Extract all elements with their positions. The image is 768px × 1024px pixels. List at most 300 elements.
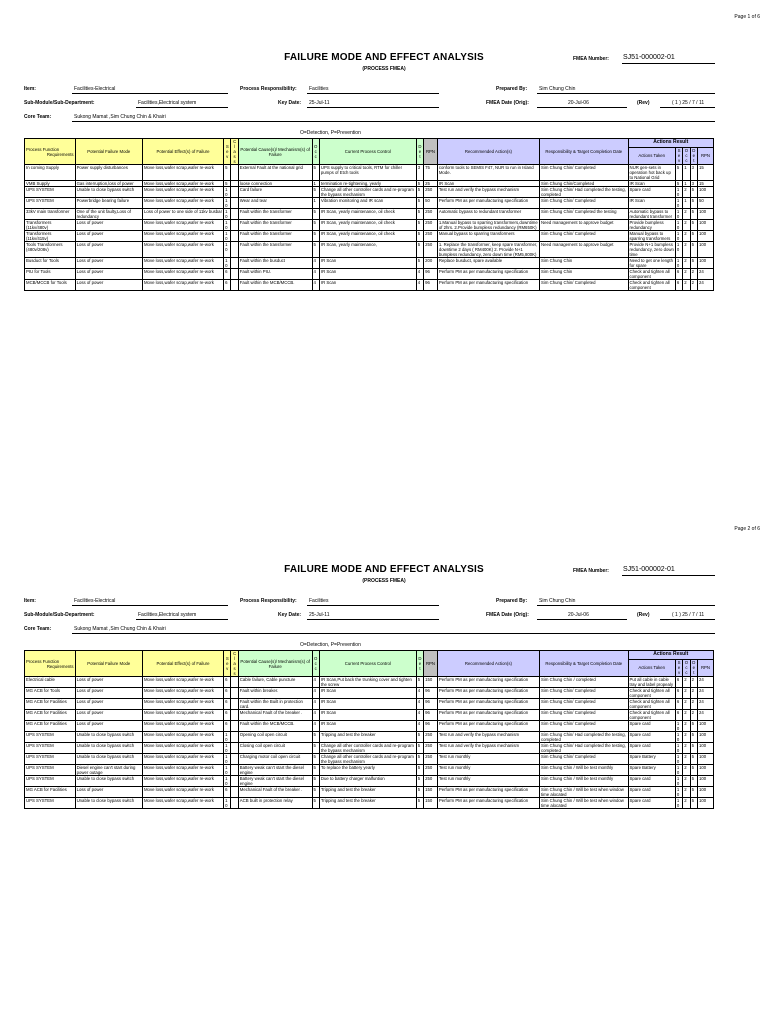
cell-recommended-action: Test run monthly bbox=[437, 776, 539, 787]
col-responsibility: Responsibility & Target Completion Date bbox=[540, 651, 628, 677]
cell-class bbox=[231, 220, 238, 231]
cell-cause: Fault within the MCB/MCCB. bbox=[238, 721, 312, 732]
cell-process-function: MG ACB for Facilities bbox=[25, 787, 76, 798]
cell-current-control: To replace the battery yearly bbox=[319, 765, 416, 776]
rev-value: ( 1 ) 25 / 7 / 11 bbox=[672, 612, 705, 618]
cell-responsibility: Sim Chung Chin/ Had completed the testing, completed bbox=[540, 743, 628, 754]
cell-rpn: 250 bbox=[424, 732, 438, 743]
cell-recommended-action: Perform PM as per manufacturing specification bbox=[437, 699, 539, 710]
cell-res-sev: 10 bbox=[675, 242, 682, 258]
cell-det: 5 bbox=[416, 732, 423, 743]
key-date-label: Key Date: bbox=[278, 100, 302, 106]
cell-cause: External Fault at the national grid bbox=[238, 165, 312, 181]
cell-rpn: 50 bbox=[424, 198, 438, 209]
cell-actions-taken: IR Scan bbox=[628, 198, 675, 209]
cell-det: 5 bbox=[416, 209, 423, 220]
cell-occ: 4 bbox=[312, 688, 319, 699]
cell-res-sev: 10 bbox=[675, 787, 682, 798]
cell-res-sev: 10 bbox=[675, 220, 682, 231]
cell-res-occ: 2 bbox=[683, 765, 690, 776]
cell-res-rpn: 100 bbox=[697, 776, 713, 787]
cell-rpn: 250 bbox=[424, 220, 438, 231]
cell-occ: 5 bbox=[312, 220, 319, 231]
cell-res-rpn: 100 bbox=[697, 242, 713, 258]
cell-sev: 10 bbox=[224, 776, 231, 787]
cell-res-sev: 10 bbox=[675, 721, 682, 732]
cell-res-det: 5 bbox=[690, 220, 697, 231]
cell-det: 4 bbox=[416, 688, 423, 699]
cell-actions-taken: Provide bumpless redundancy bbox=[628, 220, 675, 231]
cell-det: 4 bbox=[416, 710, 423, 721]
cell-res-rpn: 15 bbox=[697, 165, 713, 181]
cell-effects: Move loss,wafer scrap,wafer re-work bbox=[142, 798, 223, 809]
cell-process-function: UPS SYSTEM bbox=[25, 765, 76, 776]
cell-responsibility: Need management to approve budget bbox=[540, 242, 628, 258]
cell-process-function: MG ACB for Facilities bbox=[25, 710, 76, 721]
cell-res-rpn: 100 bbox=[697, 220, 713, 231]
cell-res-occ: 2 bbox=[683, 231, 690, 242]
cell-sev: 10 bbox=[224, 231, 231, 242]
cell-class bbox=[231, 165, 238, 181]
fmea-page bbox=[0, 512, 768, 1024]
cell-occ: 5 bbox=[312, 776, 319, 787]
cell-sev: 6 bbox=[224, 677, 231, 688]
cell-actions-taken: NUR gen-sets in operation hot back up to National Grid bbox=[628, 165, 675, 181]
cell-res-occ: 2 bbox=[683, 258, 690, 269]
cell-cause: Fault within the MCB/MCCB. bbox=[238, 280, 312, 291]
cell-res-det: 5 bbox=[690, 198, 697, 209]
table-row bbox=[25, 787, 714, 798]
cell-cause: Fault within the transformer bbox=[238, 242, 312, 258]
cell-res-occ: 2 bbox=[683, 699, 690, 710]
cell-effects: Move loss,wafer scrap,wafer re-work bbox=[142, 732, 223, 743]
cell-process-function: Busduct for Tools bbox=[25, 258, 76, 269]
cell-responsibility: Sim Chung Chin/ Completed bbox=[540, 231, 628, 242]
cell-res-sev: 10 bbox=[675, 198, 682, 209]
cell-occ: 5 bbox=[312, 209, 319, 220]
cell-actions-taken: Check and tighten all component bbox=[628, 280, 675, 291]
cell-res-rpn: 24 bbox=[697, 688, 713, 699]
cell-sev: 6 bbox=[224, 721, 231, 732]
cell-current-control: IR Scan bbox=[319, 721, 416, 732]
cell-recommended-action: 1. Replace the transformer, keep spare transformer, downtime 2 days ( RM400K) 2. Provide N+1 bumpless redundancy, zero down time (RM5,800K) bbox=[437, 242, 539, 258]
cell-res-det: 5 bbox=[690, 776, 697, 787]
table-row bbox=[25, 754, 714, 765]
cell-actions-taken: Spare card bbox=[628, 798, 675, 809]
cell-responsibility: Sim Chung Chin/ Had completed the testing, completed bbox=[540, 732, 628, 743]
cell-responsibility: Sim Chung Chin/ Completed bbox=[540, 165, 628, 181]
process-responsibility-label: Process Responsibility: bbox=[240, 86, 297, 92]
cell-responsibility: Sim Chung Chin / Will be test monthly bbox=[540, 765, 628, 776]
cell-failure-mode: Loss of power bbox=[75, 699, 142, 710]
cell-process-function: PIU for Tools bbox=[25, 269, 76, 280]
cell-cause: Fault within PIU. bbox=[238, 269, 312, 280]
fmea-table bbox=[24, 138, 714, 291]
cell-effects: Move loss,wafer scrap,wafer re-work bbox=[142, 181, 223, 187]
cell-recommended-action: Test run and verify the bypass mechanism bbox=[437, 732, 539, 743]
cell-class bbox=[231, 242, 238, 258]
cell-effects: Move loss,wafer scrap,wafer re-work bbox=[142, 231, 223, 242]
table-row bbox=[25, 209, 714, 220]
fmea-date-label: FMEA Date (Orig): bbox=[486, 612, 529, 618]
cell-sev: 5 bbox=[224, 181, 231, 187]
cell-responsibility: Sim Chung Chin/ Completed bbox=[540, 721, 628, 732]
cell-current-control: Tripping and test the breaker bbox=[319, 787, 416, 798]
cell-process-function: MG ACB for Facilities bbox=[25, 699, 76, 710]
fmea-date-value: 20-Jul-06 bbox=[568, 100, 589, 106]
cell-sev: 10 bbox=[224, 765, 231, 776]
col-rpn-result: RPN bbox=[697, 659, 713, 676]
cell-occ: 4 bbox=[312, 721, 319, 732]
cell-current-control: Change all other controller cards and re-program the bypass mechanism bbox=[319, 754, 416, 765]
cell-current-control: Tripping and test the breaker bbox=[319, 798, 416, 809]
cell-actions-taken: IR Scan bbox=[628, 181, 675, 187]
cell-actions-taken: Spare card bbox=[628, 732, 675, 743]
cell-class bbox=[231, 798, 238, 809]
cell-responsibility: Sim Chung Chin / Will be test when window time alocated bbox=[540, 798, 628, 809]
cell-class bbox=[231, 258, 238, 269]
cell-actions-taken: Check and tighten all component bbox=[628, 699, 675, 710]
cell-current-control: IR Scan bbox=[319, 280, 416, 291]
document-title: FAILURE MODE AND EFFECT ANALYSIS bbox=[284, 52, 484, 63]
cell-process-function: MG ACB for Tools bbox=[25, 688, 76, 699]
cell-rpn: 250 bbox=[424, 776, 438, 787]
cell-res-sev: 6 bbox=[675, 677, 682, 688]
cell-process-function: MCB/MCCB for Tools bbox=[25, 280, 76, 291]
cell-res-sev: 10 bbox=[675, 732, 682, 743]
cell-responsibility: Sim Chung Chin bbox=[540, 269, 628, 280]
cell-det: 5 bbox=[416, 798, 423, 809]
cell-occ: 4 bbox=[312, 710, 319, 721]
cell-process-function: UPS SYSTEM bbox=[25, 776, 76, 787]
cell-sev: 6 bbox=[224, 269, 231, 280]
col-control: Current Process Control bbox=[319, 651, 416, 677]
cell-res-occ: 1 bbox=[683, 181, 690, 187]
cell-current-control: Tripping and test the breaker bbox=[319, 732, 416, 743]
cell-det: 5 bbox=[416, 187, 423, 198]
cell-det: 4 bbox=[416, 280, 423, 291]
table-row bbox=[25, 165, 714, 181]
cell-res-occ: 2 bbox=[683, 688, 690, 699]
cell-effects: Move loss,wafer scrap,wafer re-work bbox=[142, 721, 223, 732]
rev-label: (Rev) bbox=[637, 100, 650, 106]
cell-res-rpn: 100 bbox=[697, 743, 713, 754]
cell-effects: Move loss,wafer scrap,wafer re-work bbox=[142, 677, 223, 688]
cell-sev: 10 bbox=[224, 209, 231, 220]
cell-recommended-action: Perform PM as per manufacturing specification bbox=[437, 787, 539, 798]
cell-recommended-action: Perform PM as per manufacturing specification bbox=[437, 721, 539, 732]
cell-process-function: UPS SYSTEM bbox=[25, 732, 76, 743]
cell-failure-mode: Loss of power bbox=[75, 280, 142, 291]
cell-rpn: 250 bbox=[424, 765, 438, 776]
cell-actions-taken: Spare card bbox=[628, 187, 675, 198]
cell-failure-mode: Unable to close bypass switch bbox=[75, 187, 142, 198]
cell-rpn: 250 bbox=[424, 187, 438, 198]
cell-current-control: IR Scan bbox=[319, 269, 416, 280]
cell-failure-mode: Unable to close bypass switch bbox=[75, 754, 142, 765]
col-actions-result: Actions Result bbox=[628, 651, 714, 660]
col-o: O c c bbox=[683, 659, 690, 676]
cell-responsibility: Sim Chung Chin/Completed bbox=[540, 181, 628, 187]
cell-rpn: 250 bbox=[424, 743, 438, 754]
cell-res-det: 5 bbox=[690, 765, 697, 776]
col-o: O c c bbox=[683, 147, 690, 164]
col-s: S e v bbox=[675, 147, 682, 164]
detection-legend: O=Detection, P=Prevention bbox=[300, 642, 361, 648]
cell-occ: 5 bbox=[312, 165, 319, 181]
cell-cause: loose connection bbox=[238, 181, 312, 187]
cell-res-det: 2 bbox=[690, 710, 697, 721]
table-row bbox=[25, 677, 714, 688]
cell-det: 5 bbox=[416, 242, 423, 258]
col-effects: Potential Effect(s) of Failure bbox=[142, 651, 223, 677]
cell-sev: 10 bbox=[224, 220, 231, 231]
cell-res-sev: 6 bbox=[675, 710, 682, 721]
cell-cause: Battery weak can't start the diesel engine bbox=[238, 776, 312, 787]
cell-res-det: 5 bbox=[690, 754, 697, 765]
cell-cause: Fault within the busduct bbox=[238, 258, 312, 269]
cell-res-occ: 2 bbox=[683, 798, 690, 809]
col-occ: O c c bbox=[312, 139, 319, 165]
cell-actions-taken: Spare card bbox=[628, 743, 675, 754]
cell-class bbox=[231, 209, 238, 220]
cell-effects: Move loss,wafer scrap,wafer re-work bbox=[142, 258, 223, 269]
cell-res-sev: 10 bbox=[675, 798, 682, 809]
col-actions-result: Actions Result bbox=[628, 139, 714, 148]
cell-responsibility: Sim Chung Chin / Will be test when window time alocated bbox=[540, 787, 628, 798]
cell-res-rpn: 100 bbox=[697, 187, 713, 198]
cell-occ: 5 bbox=[312, 765, 319, 776]
cell-process-function: Electrical cable bbox=[25, 677, 76, 688]
cell-res-rpn: 24 bbox=[697, 677, 713, 688]
fmea-number-label: FMEA Number: bbox=[573, 568, 609, 574]
cell-res-rpn: 15 bbox=[697, 181, 713, 187]
cell-recommended-action: Perform PM as per manufacturing specification bbox=[437, 280, 539, 291]
cell-cause: Fault within the transformer bbox=[238, 209, 312, 220]
col-class: C l a s s bbox=[231, 651, 238, 677]
prepared-by-label: Prepared By: bbox=[496, 86, 528, 92]
col-control: Current Process Control bbox=[319, 139, 416, 165]
cell-cause: ACB built in protection relay bbox=[238, 798, 312, 809]
cell-res-det: 5 bbox=[690, 187, 697, 198]
cell-det: 5 bbox=[416, 787, 423, 798]
cell-rpn: 75 bbox=[424, 165, 438, 181]
cell-res-rpn: 24 bbox=[697, 280, 713, 291]
cell-class bbox=[231, 280, 238, 291]
cell-responsibility: Sim Chung Chin/ Completed bbox=[540, 754, 628, 765]
cell-process-function: UPS SYSTEM bbox=[25, 198, 76, 209]
cell-effects: Move loss,wafer scrap,wafer re-work bbox=[142, 220, 223, 231]
cell-res-rpn: 100 bbox=[697, 765, 713, 776]
cell-process-function: UPS SYSTEM bbox=[25, 754, 76, 765]
cell-current-control: Change all other controller cards and re-program the bypass mechanism bbox=[319, 187, 416, 198]
fmea-number-label: FMEA Number: bbox=[573, 56, 609, 62]
cell-class bbox=[231, 231, 238, 242]
process-responsibility-value: Facilities bbox=[309, 86, 329, 92]
col-action: Recommended Action(s) bbox=[437, 139, 539, 165]
cell-cause: Fault within breaker. bbox=[238, 688, 312, 699]
cell-occ: 5 bbox=[312, 743, 319, 754]
prepared-by-value: Sim Chung Chin bbox=[539, 598, 576, 604]
cell-sev: 10 bbox=[224, 187, 231, 198]
cell-occ: 4 bbox=[312, 699, 319, 710]
cell-responsibility: Sim Chung Chin / Will be test monthly bbox=[540, 776, 628, 787]
cell-res-rpn: 24 bbox=[697, 699, 713, 710]
cell-det: 5 bbox=[416, 181, 423, 187]
cell-process-function: Tools Transformers (480v/208v) bbox=[25, 242, 76, 258]
cell-sev: 10 bbox=[224, 754, 231, 765]
cell-responsibility: Sim Chung Chin/ Completed the testing bbox=[540, 209, 628, 220]
cell-sev: 6 bbox=[224, 787, 231, 798]
cell-current-control: Change all other controller cards and re-program the bypass mechanism bbox=[319, 743, 416, 754]
cell-occ: 5 bbox=[312, 798, 319, 809]
cell-failure-mode: Unable to close bypass switch bbox=[75, 743, 142, 754]
cell-sev: 6 bbox=[224, 280, 231, 291]
cell-effects: Move loss,wafer scrap,wafer re-work bbox=[142, 776, 223, 787]
document-subtitle: (PROCESS FMEA) bbox=[362, 578, 406, 584]
col-sev: S e v bbox=[224, 651, 231, 677]
rev-value: ( 1 ) 25 / 7 / 11 bbox=[672, 100, 705, 106]
cell-res-det: 3 bbox=[690, 165, 697, 181]
cell-current-control: IR Scan, yearly maintenance, oil check bbox=[319, 209, 416, 220]
cell-rpn: 25 bbox=[424, 181, 438, 187]
cell-effects: Move loss,wafer scrap,wafer re-work bbox=[142, 710, 223, 721]
cell-rpn: 96 bbox=[424, 710, 438, 721]
cell-occ: 5 bbox=[312, 754, 319, 765]
col-class: C l a s s bbox=[231, 139, 238, 165]
table-row bbox=[25, 242, 714, 258]
cell-responsibility: Sim Chung Chin/ Completed bbox=[540, 688, 628, 699]
table-row bbox=[25, 258, 714, 269]
cell-process-function: VMB Supply bbox=[25, 181, 76, 187]
cell-actions-taken: Spare card bbox=[628, 721, 675, 732]
submodule-value: Facilities,Electrical system bbox=[138, 612, 197, 618]
cell-res-sev: 10 bbox=[675, 258, 682, 269]
cell-sev: 6 bbox=[224, 710, 231, 721]
cell-current-control: Due to battery charger malfuntion bbox=[319, 776, 416, 787]
cell-class bbox=[231, 776, 238, 787]
cell-process-function: In coming Supply bbox=[25, 165, 76, 181]
cell-res-occ: 2 bbox=[683, 710, 690, 721]
cell-responsibility: Sim Chung Chin/ Completed bbox=[540, 198, 628, 209]
cell-recommended-action: Test run monthly bbox=[437, 754, 539, 765]
cell-det: 5 bbox=[416, 231, 423, 242]
cell-failure-mode: Loss of power bbox=[75, 721, 142, 732]
item-label: Item: bbox=[24, 598, 36, 604]
key-date-value: 25-Jul-11 bbox=[309, 100, 330, 106]
cell-recommended-action: 1.Manual bypass to sparring transformers,downtime of 2hrs. 2.Provide bumpless redundancy (RM650K) bbox=[438, 220, 538, 230]
cell-effects: Move loss,wafer scrap,wafer re-work bbox=[142, 242, 223, 258]
fmea-table bbox=[24, 650, 714, 809]
cell-det: 5 bbox=[416, 776, 423, 787]
cell-res-rpn: 24 bbox=[697, 269, 713, 280]
core-team-value: Sukong Mamat ,Sim Chung Chin & Khairi bbox=[74, 626, 166, 632]
cell-actions-taken: Check and tighten all component bbox=[628, 269, 675, 280]
cell-det: 5 bbox=[416, 743, 423, 754]
cell-cause: Opening coil open circuit bbox=[238, 732, 312, 743]
cell-det: 4 bbox=[416, 699, 423, 710]
cell-res-sev: 5 bbox=[675, 181, 682, 187]
cell-class bbox=[231, 732, 238, 743]
cell-current-control: UPS supply to critical tools, RTM for chiller pumps of Etch tools bbox=[319, 165, 416, 181]
page-number: Page 2 of 6 bbox=[734, 526, 760, 532]
cell-rpn: 150 bbox=[424, 798, 438, 809]
cell-cause: Charging motor coil open circuit bbox=[238, 754, 312, 765]
cell-failure-mode: Powerbridge bearing failure bbox=[75, 198, 142, 209]
cell-res-rpn: 100 bbox=[697, 209, 713, 220]
col-s: S e v bbox=[675, 659, 682, 676]
submodule-value: Facilities,Electrical system bbox=[138, 100, 197, 106]
table-row bbox=[25, 765, 714, 776]
cell-process-function: UPS SYSTEM bbox=[25, 743, 76, 754]
cell-res-occ: 2 bbox=[683, 220, 690, 231]
col-d: D e t bbox=[690, 147, 697, 164]
key-date-value: 25-Jul-11 bbox=[309, 612, 330, 618]
cell-actions-taken: Manual bypass to sparring transformers bbox=[628, 231, 675, 242]
process-responsibility-label: Process Responsibility: bbox=[240, 598, 297, 604]
cell-effects: Move loss,wafer scrap,wafer re-work bbox=[142, 787, 223, 798]
cell-det: 5 bbox=[416, 765, 423, 776]
cell-current-control: IR Scan, yearly maintenance, oil check bbox=[319, 231, 416, 242]
cell-det: 3 bbox=[416, 165, 423, 181]
cell-cause: Fault within the transformer bbox=[238, 231, 312, 242]
col-actions-taken: Actions Taken bbox=[628, 659, 675, 676]
table-row bbox=[25, 699, 714, 710]
cell-failure-mode: Loss of power bbox=[75, 710, 142, 721]
cell-res-sev: 6 bbox=[675, 688, 682, 699]
cell-res-det: 5 bbox=[690, 732, 697, 743]
cell-current-control: IR Scan,Put back the trunking cover and tighten the screw bbox=[319, 677, 416, 688]
cell-actions-taken: Provide N+1 bumpless redundancy, zero down time bbox=[629, 242, 674, 257]
cell-recommended-action: Perform PM as per manufacturing specification bbox=[437, 688, 539, 699]
col-det: D e t bbox=[416, 651, 423, 677]
table-row bbox=[25, 280, 714, 291]
cell-rpn: 96 bbox=[424, 721, 438, 732]
col-cause: Potential Cause(s)/ Mechanism(s) of Failure bbox=[238, 651, 312, 677]
cell-rpn: 200 bbox=[424, 258, 438, 269]
cell-failure-mode: Loss of power bbox=[75, 787, 142, 798]
cell-actions-taken: Spare Battery bbox=[628, 754, 675, 765]
cell-failure-mode: Loss of power bbox=[75, 220, 142, 231]
cell-det: 5 bbox=[416, 198, 423, 209]
cell-recommended-action: Test run monthly bbox=[437, 765, 539, 776]
cell-res-sev: 6 bbox=[675, 280, 682, 291]
cell-res-sev: 10 bbox=[675, 743, 682, 754]
cell-responsibility: Sim Chung Chin/ Completed bbox=[540, 699, 628, 710]
cell-res-occ: 2 bbox=[683, 209, 690, 220]
cell-occ: 4 bbox=[312, 258, 319, 269]
cell-res-occ: 2 bbox=[683, 743, 690, 754]
cell-res-rpn: 50 bbox=[697, 198, 713, 209]
cell-res-occ: 2 bbox=[683, 677, 690, 688]
cell-recommended-action: IR Scan bbox=[437, 181, 539, 187]
cell-actions-taken: Automatic bypass to redundant transformer bbox=[628, 209, 675, 220]
cell-failure-mode: Unable to close bypass switch bbox=[75, 798, 142, 809]
cell-effects: Loss of power to one side of 11kv busbar bbox=[142, 209, 223, 220]
cell-actions-taken: Spare Battery bbox=[628, 765, 675, 776]
cell-class bbox=[231, 269, 238, 280]
cell-class bbox=[231, 688, 238, 699]
cell-res-rpn: 100 bbox=[697, 721, 713, 732]
cell-sev: 10 bbox=[224, 242, 231, 258]
cell-res-occ: 2 bbox=[683, 787, 690, 798]
cell-sev: 10 bbox=[224, 258, 231, 269]
cell-class bbox=[231, 743, 238, 754]
cell-res-det: 5 bbox=[690, 743, 697, 754]
cell-res-sev: 6 bbox=[675, 699, 682, 710]
cell-responsibility: Sim Chung Chin/ Completed bbox=[540, 710, 628, 721]
cell-cause: Wear and tear bbox=[238, 198, 312, 209]
